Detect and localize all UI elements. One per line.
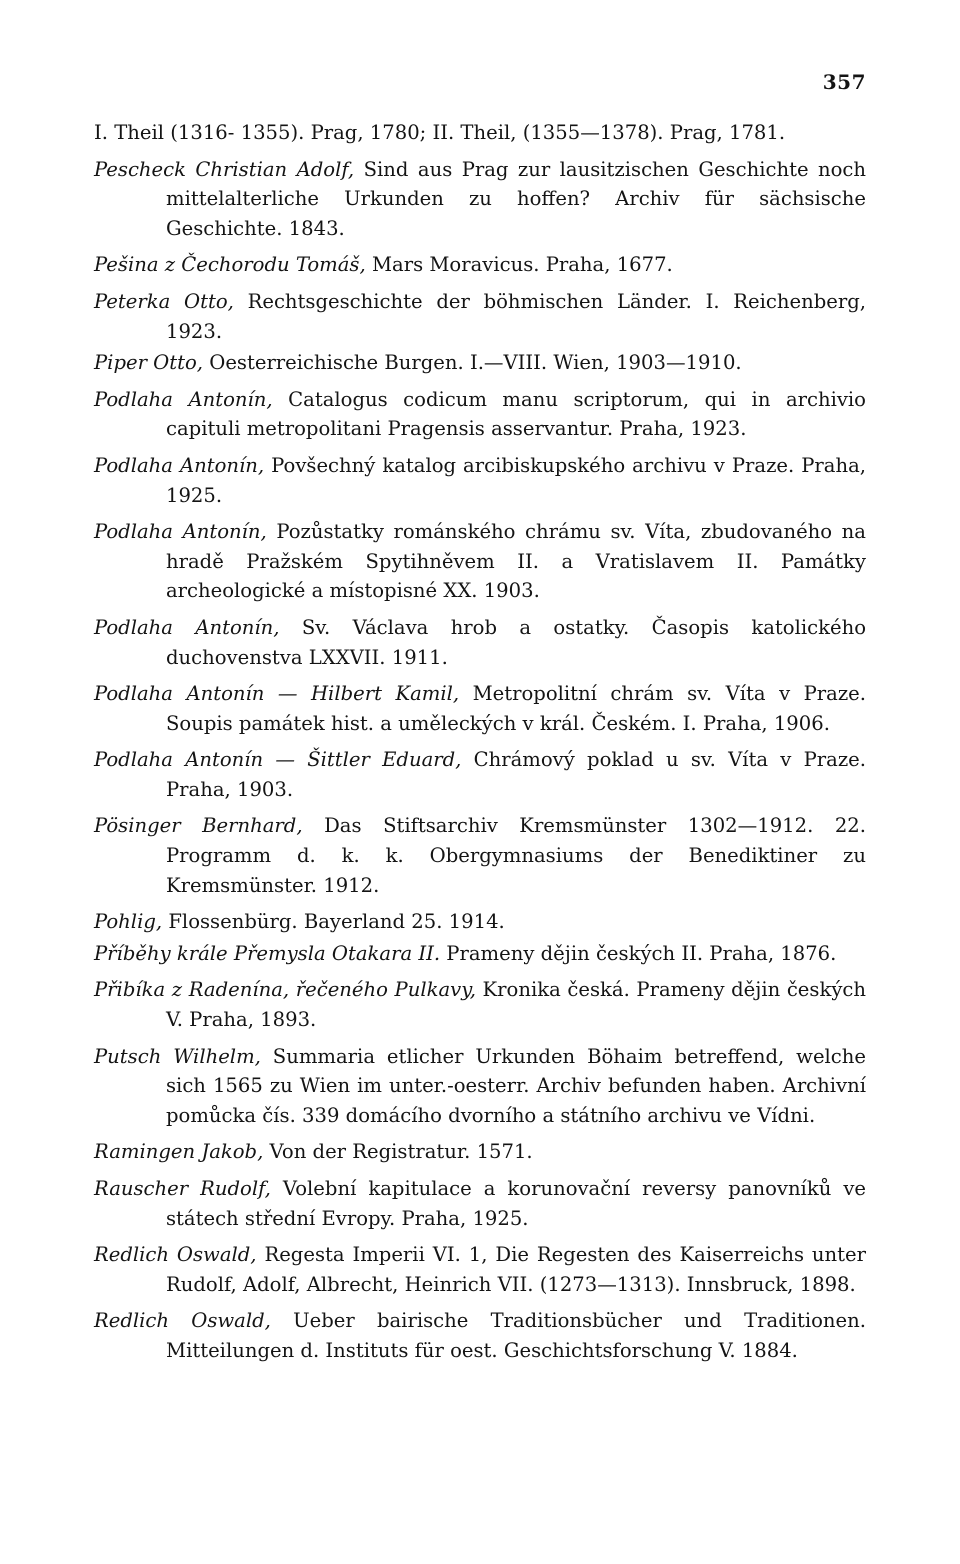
bibliography-entry (94, 613, 866, 672)
bibliography-entry (94, 348, 866, 378)
bibliography-entry (94, 1042, 866, 1131)
bibliography-entry (94, 1137, 866, 1167)
entry-text: Von der Registratur. 1571. (263, 1140, 533, 1164)
bibliography-entry (94, 155, 866, 244)
entry-text: Chrámový poklad u sv. Víta v Praze. Praha, 1903. (166, 748, 866, 801)
entry-text: Flossenbürg. Bayerland 25. 1914. (162, 910, 505, 934)
entry-author: Podlaha Antonín — Hilbert Kamil, (94, 682, 460, 706)
bibliography-entry (94, 1306, 866, 1365)
bibliography-entry (94, 451, 866, 510)
entry-text: I. Theil (1316- 1355). Prag, 1780; II. Theil, (1355—1378). Prag, 1781. (94, 121, 786, 144)
bibliography-entry (94, 118, 866, 148)
entry-text: Prameny dějin českých II. Praha, 1876. (440, 941, 837, 965)
entry-author: Putsch Wilhelm, (94, 1044, 261, 1068)
entry-author: Podlaha Antonín, (94, 453, 265, 477)
bibliography-entry (94, 250, 866, 280)
bibliography-entry (94, 1174, 866, 1233)
entry-author: Příběhy krále Přemysla Otakara II. (94, 941, 441, 965)
entry-author: Přibíka z Radenína, řečeného Pulkavy, (94, 978, 476, 1002)
entry-text: Metropolitní chrám sv. Víta v Praze. Soupis památek hist. a uměleckých v král. Českém. I. Praha, 1906. (166, 682, 866, 735)
entry-text: Kronika česká. Prameny dějin českých V. Praha, 1893. (166, 978, 866, 1032)
entry-text: Povšechný katalog arcibiskupského archivu v Praze. Praha, 1925. (166, 453, 866, 507)
bibliography-list (94, 118, 866, 1373)
entry-text: Rechtsgeschichte der böhmischen Länder. I. Reichenberg, 1923. (166, 289, 866, 343)
entry-text: Catalogus codicum manu scriptorum, qui in archivio capituli metropolitani Pragensis asservantur. Praha, 1923. (166, 387, 866, 441)
entry-author: Podlaha Antonín, (94, 520, 267, 544)
bibliography-entry (94, 1240, 866, 1299)
entry-text: Regesta Imperii VI. 1, Die Regesten des Kaiserreichs unter Rudolf, Adolf, Albrecht, Heinrich VII. (1273—1313). Innsbruck, 1898. (166, 1243, 866, 1296)
bibliography-entry (94, 745, 866, 804)
entry-author: Redlich Oswald, (94, 1243, 257, 1267)
entry-text: Das Stiftsarchiv Kremsmünster 1302—1912. 22. Programm d. k. k. Obergymnasiums der Benediktiner zu Kremsmünster. 1912. (166, 814, 867, 897)
bibliography-entry (94, 679, 866, 738)
entry-text: Volební kapitulace a korunovační reversy panovníků ve státech střední Evropy. Praha, 1925. (166, 1177, 866, 1230)
entry-author: Podlaha Antonín — Šittler Eduard, (94, 748, 462, 772)
bibliography-entry (94, 287, 866, 346)
entry-text: Oesterreichische Burgen. I.—VIII. Wien, 1903—1910. (203, 351, 742, 375)
bibliography-entry (94, 811, 866, 900)
bibliography-entry (94, 517, 866, 606)
entry-text: Pozůstatky románského chrámu sv. Víta, zbudovaného na hradě Pražském Spytihněvem II. a Vratislavem II. Památky archeologické a místopisné XX. 1903. (166, 520, 866, 603)
entry-author: Pescheck Christian Adolf, (94, 157, 355, 181)
entry-author: Podlaha Antonín, (94, 615, 280, 639)
entry-text: Ueber bairische Traditionsbücher und Traditionen. Mitteilungen d. Instituts für oest. Geschichtsforschung V. 1884. (166, 1309, 866, 1362)
bibliography-entry (94, 385, 866, 444)
entry-author: Pešina z Čechorodu Tomáš, (94, 253, 366, 277)
bibliography-entry (94, 975, 866, 1034)
entry-author: Podlaha Antonín, (94, 387, 273, 411)
entry-author: Peterka Otto, (94, 289, 234, 313)
entry-text: Sind aus Prag zur lausitzischen Geschichte noch mittelalterliche Urkunden zu hoffen? Archiv für sächsische Geschichte. 1843. (166, 157, 866, 240)
bibliography-entry (94, 907, 866, 937)
entry-author: Piper Otto, (94, 351, 204, 375)
entry-author: Redlich Oswald, (94, 1309, 271, 1333)
entry-text: Summaria etlicher Urkunden Böhaim betreffend, welche sich 1565 zu Wien im unter.-oesterr. Archiv befunden haben. Archivní pomůcka čís. 339 domácího dvorního a státního archivu ve Vídni. (166, 1044, 866, 1127)
entry-text: Mars Moravicus. Praha, 1677. (365, 253, 673, 277)
entry-text: Sv. Václava hrob a ostatky. Časopis katolického duchovenstva LXXVII. 1911. (166, 615, 866, 669)
entry-author: Pohlig, (94, 910, 163, 934)
bibliography-entry (94, 939, 866, 969)
entry-author: Ramingen Jakob, (94, 1140, 264, 1164)
entry-author: Rauscher Rudolf, (94, 1177, 271, 1200)
entry-author: Pösinger Bernhard, (94, 814, 303, 838)
page-number: 357 (822, 70, 866, 94)
